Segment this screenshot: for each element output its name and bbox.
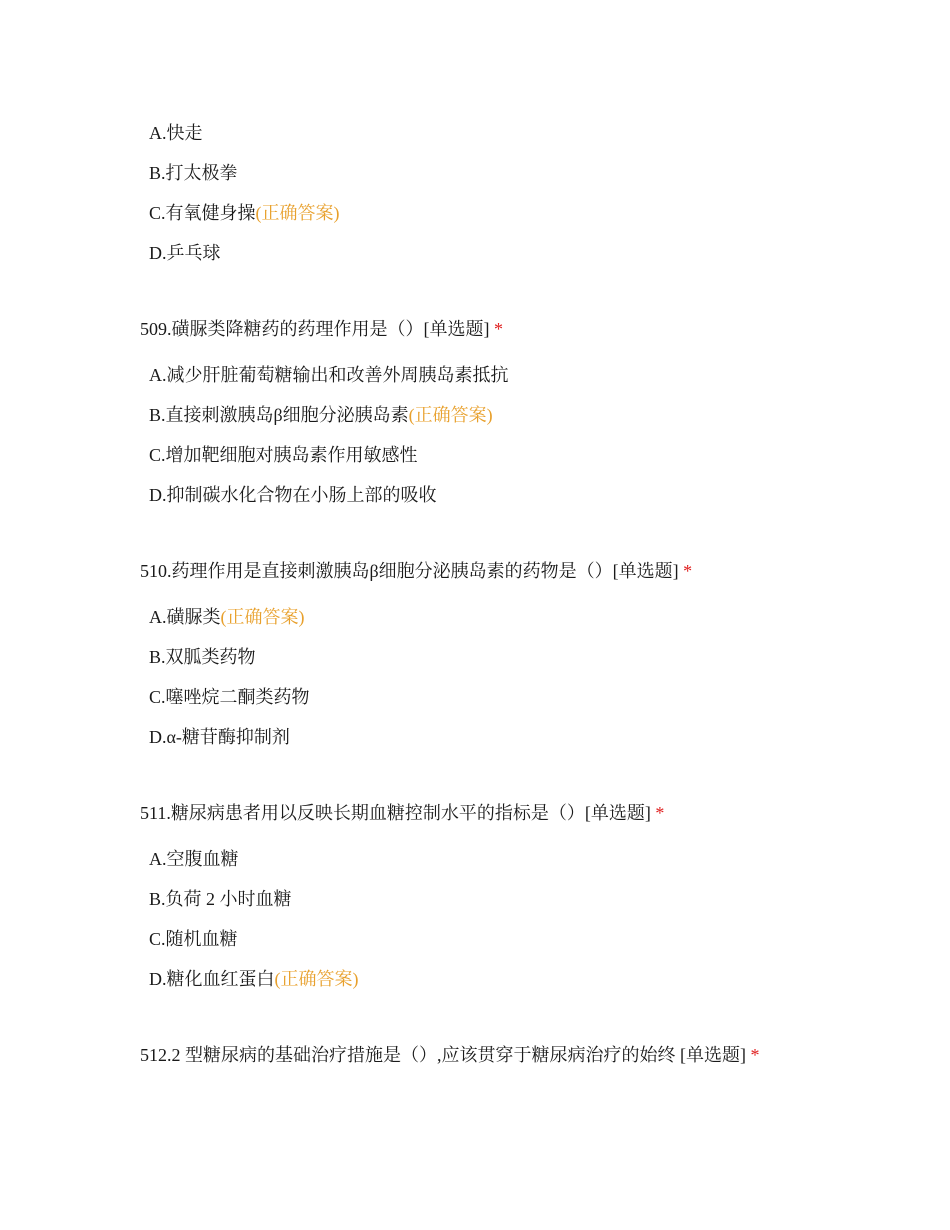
correct-answer-tag: (正确答案): [274, 969, 359, 989]
q510-option-b: B.双胍类药物: [149, 647, 256, 667]
correct-answer-tag: (正确答案): [220, 607, 305, 627]
question-512: 512.2 型糖尿病的基础治疗措施是（）,应该贯穿于糖尿病治疗的始终 [单选题] *: [140, 1045, 760, 1065]
q509-option-a: A.减少肝脏葡萄糖输出和改善外周胰岛素抵抗: [149, 365, 509, 385]
required-mark: *: [655, 803, 665, 823]
option-b: B.打太极拳: [149, 163, 238, 183]
q510-option-d: D.α-糖苷酶抑制剂: [149, 727, 290, 747]
option-a: A.快走: [149, 123, 203, 143]
required-mark: *: [494, 319, 503, 339]
option-d: D.乒乓球: [149, 243, 221, 263]
question-509: 509.磺脲类降糖药的药理作用是（）[单选题] *: [140, 319, 503, 339]
question-510: 510.药理作用是直接刺激胰岛β细胞分泌胰岛素的药物是（）[单选题] *: [140, 561, 693, 581]
q509-option-d: D.抑制碳水化合物在小肠上部的吸收: [149, 485, 437, 505]
required-mark: *: [750, 1045, 760, 1065]
q511-option-b: B.负荷 2 小时血糖: [149, 889, 292, 909]
q511-option-a: A.空腹血糖: [149, 849, 239, 869]
q510-option-c: C.噻唑烷二酮类药物: [149, 687, 310, 707]
q511-option-d: D.糖化血红蛋白(正确答案): [149, 969, 359, 989]
correct-answer-tag: (正确答案): [255, 203, 340, 223]
q509-option-b: B.直接刺激胰岛β细胞分泌胰岛素(正确答案): [149, 405, 493, 425]
q509-option-c: C.增加靶细胞对胰岛素作用敏感性: [149, 445, 418, 465]
required-mark: *: [683, 561, 693, 581]
q511-option-c: C.随机血糖: [149, 929, 238, 949]
option-c: C.有氧健身操(正确答案): [149, 203, 340, 223]
question-511: 511.糖尿病患者用以反映长期血糖控制水平的指标是（）[单选题] *: [140, 803, 665, 823]
q510-option-a: A.磺脲类(正确答案): [149, 607, 305, 627]
correct-answer-tag: (正确答案): [408, 405, 493, 425]
